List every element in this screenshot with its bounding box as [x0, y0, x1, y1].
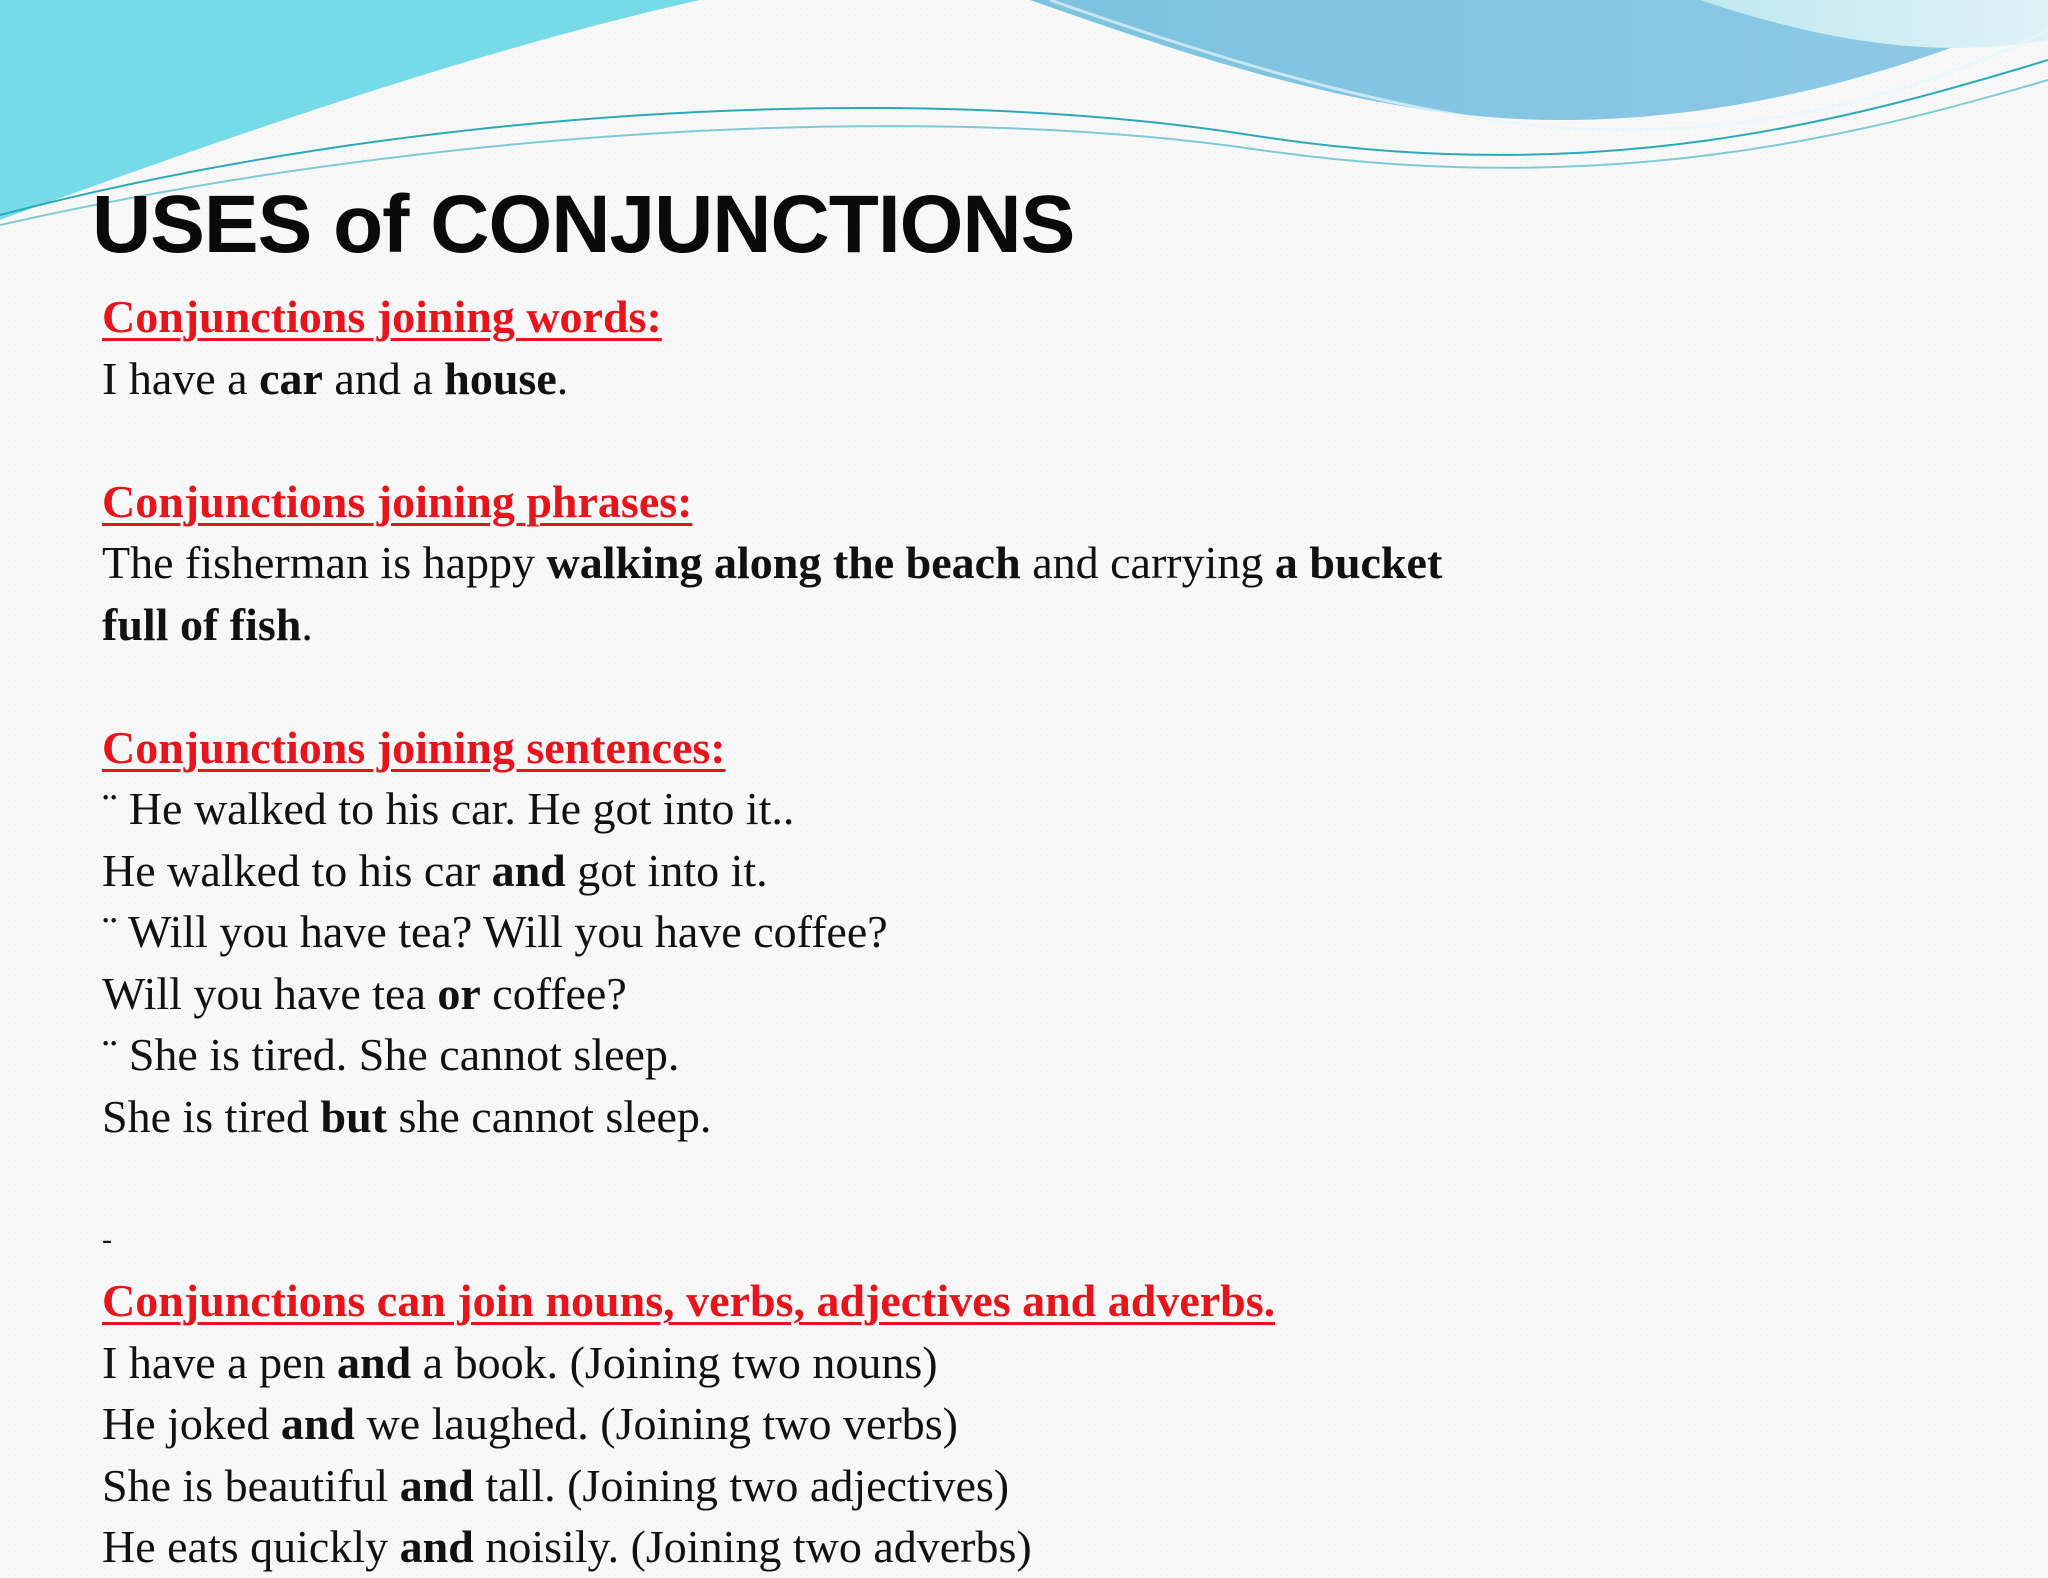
- text-run: and carrying: [1020, 537, 1275, 588]
- text-run: He walked to his car: [102, 844, 492, 896]
- example-line: [102, 1455, 1922, 1517]
- example-line: [102, 901, 1922, 963]
- example-line: [102, 1332, 1922, 1394]
- text-run: She is beautiful: [102, 1459, 400, 1511]
- bold-run: car: [259, 352, 323, 404]
- example-line: [102, 1393, 1922, 1455]
- example-line: [102, 778, 1922, 840]
- trailing-dash: -: [102, 1222, 112, 1256]
- text-run: He eats quickly: [102, 1521, 400, 1572]
- example-line: [102, 1024, 1922, 1086]
- bold-run: and: [399, 1459, 474, 1511]
- text-run: He joked: [102, 1398, 281, 1449]
- bold-run: house: [444, 352, 557, 404]
- text-run: She is tired: [102, 1090, 321, 1142]
- section-heading-words: Conjunctions joining words:: [102, 291, 662, 342]
- bold-run: a bucket: [1274, 537, 1443, 588]
- text-run: and a: [322, 352, 445, 404]
- spacer: [102, 1147, 1922, 1209]
- bold-run: walking along the beach: [546, 537, 1021, 588]
- text-run: I have a pen: [102, 1336, 337, 1388]
- bold-run: or: [437, 967, 481, 1019]
- section-heading-sentences: Conjunctions joining sentences:: [102, 721, 726, 773]
- section-heading-phrases: Conjunctions joining phrases:: [102, 475, 693, 527]
- slide-content: [102, 286, 1922, 1578]
- example-line: [102, 963, 1922, 1025]
- slide-title: USES of CONJUNCTIONS: [92, 179, 1075, 270]
- example-line: [102, 840, 1922, 902]
- bold-run: and: [491, 844, 566, 896]
- text-run: The fisherman is happy: [102, 537, 547, 588]
- text-run: we laughed. (Joining two verbs): [355, 1398, 959, 1449]
- text-run: I have a: [102, 352, 260, 404]
- bold-run: but: [320, 1090, 387, 1142]
- example-line: [102, 348, 1922, 410]
- example-line: [102, 532, 1922, 594]
- text-run: .: [301, 598, 313, 650]
- text-run: she cannot sleep.: [386, 1090, 712, 1142]
- text-run: got into it.: [565, 844, 768, 896]
- text-run: ¨ He walked to his car. He got into it..: [102, 783, 795, 834]
- text-run: ¨ She is tired. She cannot sleep.: [102, 1029, 680, 1080]
- text-run: coffee?: [480, 967, 627, 1019]
- text-run: Will you have tea: [102, 967, 438, 1019]
- text-run: a book. (Joining two nouns): [411, 1336, 938, 1388]
- spacer: [102, 655, 1922, 717]
- text-run: ¨ Will you have tea? Will you have coffee?: [102, 906, 888, 957]
- bold-run: and: [280, 1398, 356, 1449]
- bold-run: and: [337, 1336, 412, 1388]
- text-run: .: [556, 352, 569, 404]
- bold-run: full of fish: [102, 598, 302, 650]
- bold-run: and: [399, 1521, 474, 1572]
- example-line: [102, 1516, 1922, 1578]
- text-run: tall. (Joining two adjectives): [473, 1459, 1010, 1511]
- example-line: [102, 1086, 1922, 1148]
- text-run: noisily. (Joining two adverbs): [473, 1521, 1032, 1572]
- example-line: [102, 594, 1922, 656]
- section-heading-parts-of-speech: Conjunctions can join nouns, verbs, adjectives and adverbs.: [102, 1275, 1276, 1326]
- spacer: [102, 409, 1922, 471]
